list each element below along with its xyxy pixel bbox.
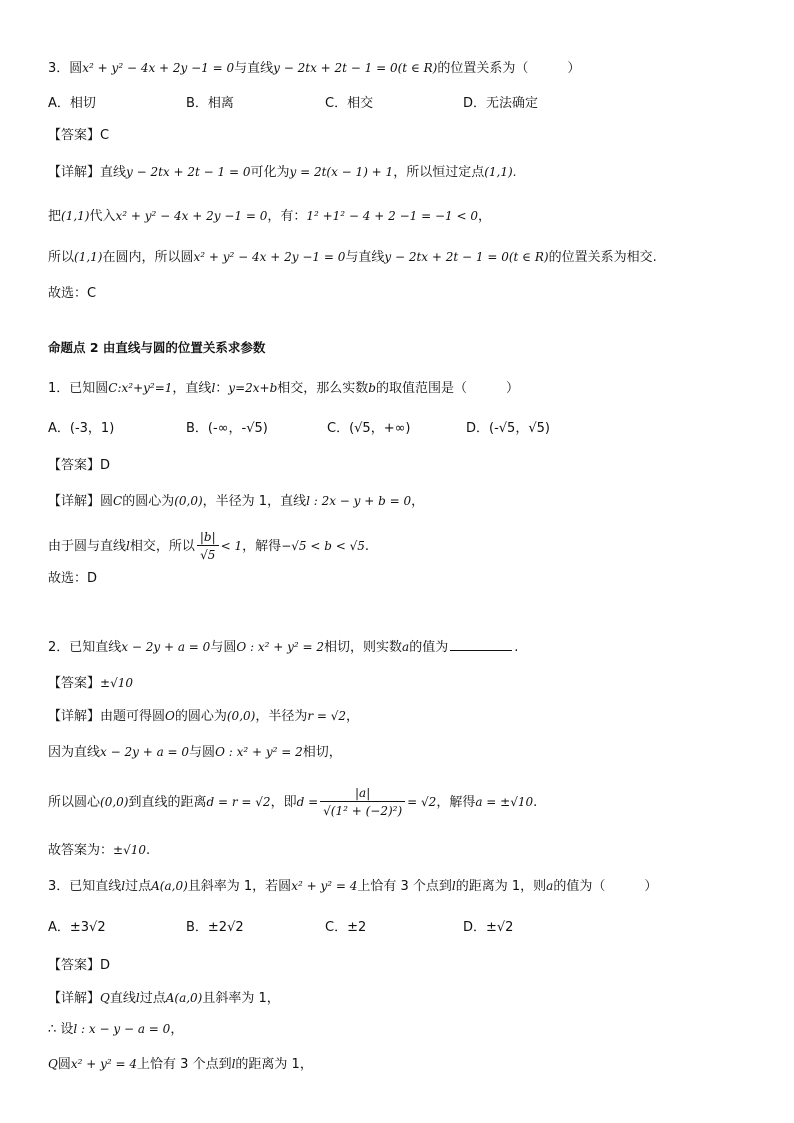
q3a-option-c: C．相交 xyxy=(325,96,374,111)
p3-option-a: A．±3√2 xyxy=(48,920,106,935)
p3-stem: 3．已知直线l过点A(a,0)且斜率为 1，若圆x² + y² = 4上恰有 3 个点到l的距离为 1，则a的值为（ ） xyxy=(48,879,658,894)
p1-option-b: B．(-∞，-√5) xyxy=(186,421,268,436)
p1-detail-1: 【详解】圆C的圆心为(0,0)，半径为 1，直线l : 2x − y + b = 0， xyxy=(48,494,425,509)
q3a-detail-2: 把(1,1)代入x² + y² − 4x + 2y −1 = 0，有：1² +1² − 4 + 2 −1 = −1 < 0， xyxy=(48,209,491,224)
p3-answer: 【答案】D xyxy=(48,958,111,973)
p1-stem: 1．已知圆C:x²+y²=1，直线l：y=2x+b相交，那么实数b的取值范围是（ ） xyxy=(48,381,519,396)
p3-detail-3: Q圆x² + y² = 4上恰有 3 个点到l的距离为 1， xyxy=(48,1057,313,1072)
p2-detail-2: 因为直线x − 2y + a = 0与圆O : x² + y² = 2相切， xyxy=(48,745,342,760)
p2-conclusion: 故答案为：±√10. xyxy=(48,843,151,858)
q3a-option-b: B．相离 xyxy=(186,96,234,111)
p3-detail-1: 【详解】Q直线l过点A(a,0)且斜率为 1， xyxy=(48,991,280,1006)
p1-conclusion: 故选：D xyxy=(48,571,98,586)
q3a-conclusion: 故选：C xyxy=(48,286,97,301)
math-line-eq: y − 2tx + 2t − 1 = 0(t ∈ R) xyxy=(273,61,438,75)
fraction: $\frac{|a|}{\text{√(1² + (−2)²)}}$ xyxy=(320,785,405,820)
p2-stem: 2．已知直线x − 2y + a = 0与圆O : x² + y² = 2相切，则实数a的值为 . xyxy=(48,640,519,655)
p2-detail-1: 【详解】由题可得圆O的圆心为(0,0)，半径为r = √2， xyxy=(48,709,360,724)
p3-detail-2: ∴ 设l : x − y − a = 0， xyxy=(48,1022,184,1037)
section-title: 命题点 2 由直线与圆的位置关系求参数 xyxy=(48,340,266,355)
answer-blank xyxy=(450,638,512,651)
q3a-detail-3: 所以(1,1)在圆内，所以圆x² + y² − 4x + 2y −1 = 0与直线y − 2tx + 2t − 1 = 0(t ∈ R)的位置关系为相交. xyxy=(48,250,657,265)
p1-detail-2: 由于圆与直线l相交，所以 $\frac{|b|}{√5}$ < 1，解得−√5 < b < √5. xyxy=(48,530,369,562)
q3a-option-a: A．相切 xyxy=(48,96,96,111)
q3a-detail-1: 【详解】直线y − 2tx + 2t − 1 = 0可化为y = 2t(x − 1) + 1，所以恒过定点(1,1). xyxy=(48,165,517,180)
q3a-stem: 3．圆x² + y² − 4x + 2y −1 = 0与直线y − 2tx + 2t − 1 = 0(t ∈ R)的位置关系为（ ） xyxy=(48,61,581,76)
p1-option-a: A．(-3，1) xyxy=(48,421,115,436)
p1-answer: 【答案】D xyxy=(48,458,111,473)
p1-option-c: C．(√5，+∞) xyxy=(327,421,411,436)
math-circle-eq: x² + y² − 4x + 2y −1 = 0 xyxy=(82,61,235,75)
q3a-answer: 【答案】C xyxy=(48,128,110,143)
p3-option-c: C．±2 xyxy=(325,920,367,935)
p2-detail-3: 所以圆心(0,0)到直线的距离d = r = √2，即d = $\frac{|a|}{\text{√(1² + (−2)²)}}$ = √2，解得a = ±√10. xyxy=(48,786,538,818)
fraction: $\frac{|b|}{√5}$ xyxy=(197,529,219,564)
q3a-option-d: D．无法确定 xyxy=(463,96,539,111)
p2-answer: 【答案】±√10 xyxy=(48,676,133,691)
p3-option-b: B．±2√2 xyxy=(186,920,244,935)
p3-option-d: D．±√2 xyxy=(463,920,514,935)
p1-option-d: D．(-√5，√5) xyxy=(466,421,550,436)
